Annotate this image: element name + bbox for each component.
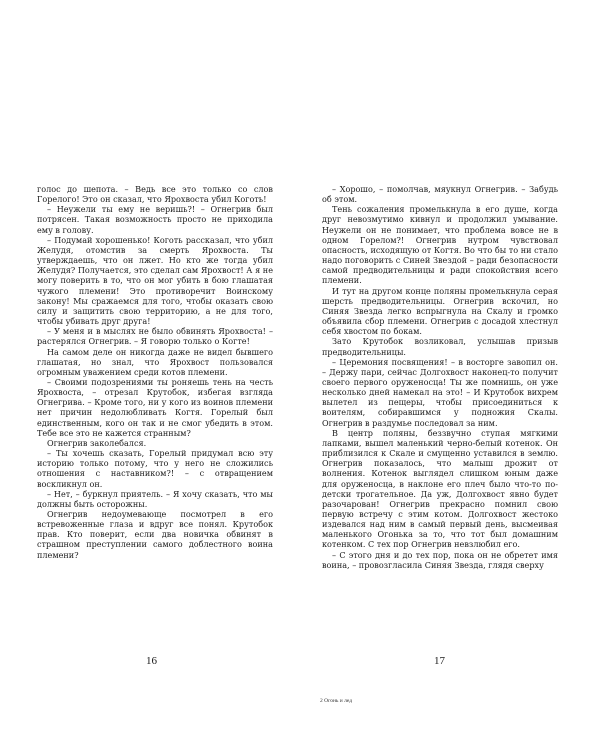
paragraph: – Неужели ты ему не веришь?! – Огнегрив был потрясен. Такая возможность просто не приходила ему в голову. (37, 204, 273, 235)
paragraph: – Церемония посвящения! – в восторге завопил он. – Держу пари, сейчас Долгохвост наконец-то получит своего первого оруженосца! Ты же помнишь, он уже несколько дней намекал на это! – И Крутобок вихрем вылетел из пещеры, чтобы присоединиться к воителям, собиравшимся у подножия Скалы. Огнегрив в раздумье последовал за ним. (322, 356, 558, 428)
paragraph: В центр поляны, беззвучно ступая мягкими лапками, вышел маленький черно-белый котенок. Он приблизился к Скале и смущенно уставился в землю. Огнегрив показалось, что малыш дрожит от волнения. Котенок выглядел слишком юным даже для оруженосца, в наклоне его плеч было что-то по-детски трогательное. Да уж, Долгохвост явно будет разочарован! Огнегрив прекрасно помнил свою первую встречу с этим котом. Долгохвост жестоко издевался над ним в самый первый день, высмеивая маленького Огонька за то, что тот был домашним котенком. С тех пор Огнегрив невзлюбил его. (322, 427, 558, 550)
paragraph: – Подумай хорошенько! Коготь рассказал, что убил Желудя, отомстив за смерть Ярохвоста. Ты утверждаешь, что он лжет. Но кто же тогда убил Желудя? Получается, это сделал сам Ярохвост! А я не могу поверить в то, что он мог убить в бою глашатая чужого племени! Это противоречит Воинскому закону! Мы сражаемся для того, чтобы оказать свою силу и защитить свою территорию, а не для того, чтобы убивать друг друга! (37, 234, 273, 327)
paragraph: – Ты хочешь сказать, Горелый придумал всю эту историю только потому, что у него не сложились отношения с наставником?! – с отвращением воскликнул он. (37, 448, 273, 489)
paragraph: – У меня и в мыслях не было обвинять Ярохвоста! – растерялся Огнегрив. – Я говорю только о Когте! (37, 326, 273, 347)
paragraph: Огнегрив недоумевающе посмотрел в его встревоженные глаза и вдруг все понял. Крутобок прав. Кто поверит, если два новичка обвинят в страшном преступлении самого доблестного воина племени? (37, 509, 273, 560)
paragraph: Тень сожаления промелькнула в его душе, когда друг невозмутимо кивнул и продолжил умывание. Неужели он не понимает, что проблема вовсе не в одном Горелом?! Огнегрив нутром чувствовал опасность, исходящую от Когтя. Во что бы то ни стало надо поговорить с Синей Звездой – ради безопасности самой предводительницы и ради спокойствия всего племени. (322, 204, 558, 286)
left-text-column (37, 184, 273, 560)
paragraph: Зато Крутобок возликовал, услышав призыв предводительницы. (322, 336, 558, 357)
paragraph: На самом деле он никогда даже не видел бывшего глашатая, но знал, что Ярохвост пользовался огромным уважением среди котов племени. (37, 346, 273, 377)
paragraph: голос до шепота. – Ведь все это только со слов Горелого! Это он сказал, что Ярохвоста убил Коготь! (37, 184, 273, 205)
paragraph: – С этого дня и до тех пор, пока он не обретет имя воина, – провозгласила Синяя Звезда, глядя сверху (322, 549, 558, 570)
paragraph: И тут на другом конце поляны промелькнула серая шерсть предводительницы. Огнегрив вскочил, но Синяя Звезда легко вспрыгнула на Скалу и громко объявила сбор племени. Огнегрив с досадой хлестнул себя хвостом по бокам. (322, 285, 558, 337)
paragraph: Огнегрив заколебался. (47, 437, 147, 448)
paragraph: – Хорошо, – помолчав, мяукнул Огнегрив. – Забудь об этом. (322, 184, 558, 205)
paragraph: – Нет, – буркнул приятель. – Я хочу сказать, что мы должны быть осторожны. (37, 488, 273, 509)
right-page (300, 0, 600, 750)
page-number-right: 17 (434, 655, 445, 667)
paragraph: – Своими подозрениями ты роняешь тень на честь Ярохвоста, – отрезал Крутобок, избегая взгляда Огнегрива. – Кроме того, ни у кого из воинов племени нет причин недолюбливать Когтя. Горелый был единственным, кого он так и не смог убедить в этом. Тебе все это не кажется странным? (37, 376, 273, 438)
right-text-column (322, 184, 558, 570)
page-number-left: 16 (146, 655, 157, 667)
printer-signature: 2 Огонь и лед (320, 698, 353, 704)
